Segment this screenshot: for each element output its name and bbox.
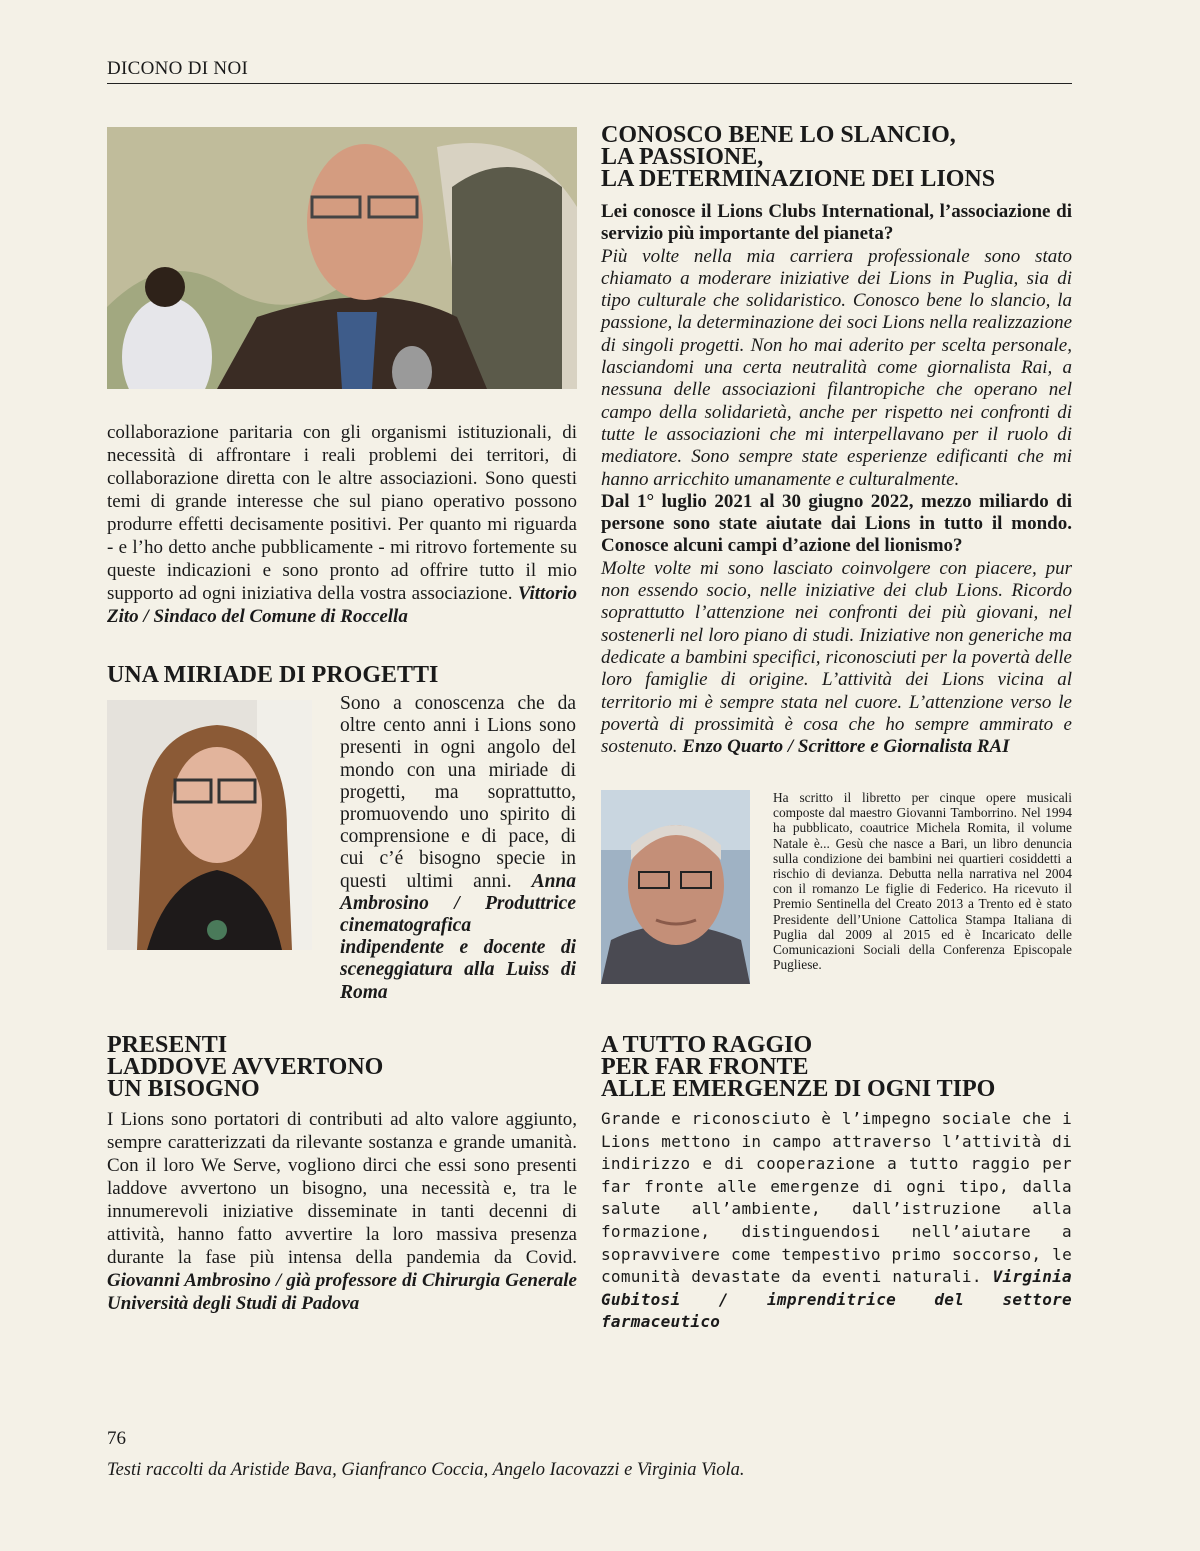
anna-text: Sono a conoscenza che da oltre cento anni i Lions sono presenti in ogni angolo del mondo con una miriade di progetti, ma soprattutto, promuovendo uno spirito di comprensione e di pace, di cui c’é bisogno specie in questi ultimi anni. [340, 693, 576, 892]
section-title-miriade: UNA MIRIADE DI PROGETTI [107, 662, 439, 688]
giovanni-signature: Giovanni Ambrosino / già professore di Chirurgia Generale Università degli Studi di Padova [107, 1270, 577, 1314]
header-rule [107, 83, 1072, 84]
quarto-bio: Ha scritto il libretto per cinque opere musicali composte dal maestro Giovanni Tamborrino. Nel 1994 ha pubblicato, coautrice Michela Romita, il volume Natale è... Gesù che nasce a Bari, un libro denuncia sulla condizione dei bambini nei quartieri cosiddetti a rischio di devianza. Debutta nella narrativa nel 2004 con il romanzo Le figlie di Federico. Ha ricevuto il Premio Sentinella del Creato 2013 a Trento ed è stato Presidente dell’Unione Cattolica Stampa Italiana di Puglia dal 2009 al 2015 ed è Incaricato delle Comunicazioni Sociali della Conferenza Episcopale Pugliese. [773, 790, 1072, 973]
title-line: LA DETERMINAZIONE DEI LIONS [601, 166, 996, 192]
zito-text: collaborazione paritaria con gli organismi istituzionali, di necessità di affrontare i reali problemi dei territori, di collaborazione diretta con le altre associazioni. Sono questi temi di grande interesse che sul piano operativo possono produrre effetti decisamente positivi. Per quanto mi riguarda - e l’ho detto anche pubblicamente - mi ritrovo fortemente su queste indicazioni e sono pronto ad offrire tutto il mio supporto ad ogni iniziativa della vostra associazione. [107, 422, 577, 604]
title-line: UN BISOGNO [107, 1076, 260, 1102]
photo-anna-ambrosino [107, 700, 312, 950]
title-line: ALLE EMERGENZE DI OGNI TIPO [601, 1076, 996, 1102]
quarto-signature: Enzo Quarto / Scrittore e Giornalista RAI [682, 736, 1010, 758]
running-head: DICONO DI NOI [107, 58, 249, 79]
anna-signature: Anna Ambrosino / Produttrice cinematografica indipendente e docente di sceneggiatura alla Luiss di Roma [340, 870, 577, 1003]
quarto-interview [601, 201, 1072, 758]
question-1: Lei conosce il Lions Clubs International, l’associazione di servizio più importante del pianeta? [601, 201, 1072, 245]
anna-quote [340, 693, 576, 1004]
gubitosi-signature: Virginia Gubitosi / imprenditrice del settore farmaceutico [601, 1267, 1072, 1332]
section-title-presenti [107, 1034, 383, 1100]
photo-vittorio-zito [107, 127, 577, 389]
photo-enzo-quarto [601, 790, 750, 984]
title-line: PER FAR FRONTE [601, 1054, 809, 1080]
page-number: 76 [107, 1428, 126, 1449]
gubitosi-quote [601, 1108, 1072, 1334]
section-title-conosco [601, 124, 995, 190]
answer-1: Più volte nella mia carriera professionale sono stato chiamato a moderare iniziative dei Lions in Puglia, sia di tipo culturale che solidaristico. Conosco bene lo slancio, la passione, la determinazione dei soci Lions nella realizzazione di singoli progetti. Non ho mai aderito per scelta personale, lasciandomi una certa neutralità come giornalista Rai, a nessuna delle associazioni filantropiche che operano nel campo della solidarietà, anche per rispetto nei confronti di tutte le associazioni che mi interpellavano per il ruolo di mediatore. Sono sempre state esperienze edificanti che mi hanno arricchito umanamente e culturalmente. [601, 245, 1072, 490]
title-line: LA PASSIONE, [601, 144, 764, 170]
title-line: CONOSCO BENE LO SLANCIO, [601, 122, 956, 148]
credits-line: Testi raccolti da Aristide Bava, Gianfranco Coccia, Angelo Iacovazzi e Virginia Viola. [107, 1460, 745, 1480]
answer-2-text: Molte volte mi sono lasciato coinvolgere con piacere, pur non essendo socio, nelle iniziative dei club Lions. Ricordo soprattutto l’attenzione nei confronti dei più giovani, nel sostenerli nel loro piano di studi. Iniziative non generiche ma dedicate a bambini specifici, riconosciuti per la povertà delle loro famiglie di origine. L’attività dei Lions vicina al territorio mi è sempre stata nel cuore. L’attenzione verso le povertà di prossimità è cosa che ho sempre ammirato e sostenuto. [601, 557, 1072, 758]
giovanni-text: I Lions sono portatori di contributi ad alto valore aggiunto, sempre caratterizzati da rilevante sostanza e grande umanità. Con il loro We Serve, vogliono dirci che essi sono presenti laddove avvertono un bisogno, una necessità e, tra le innumerevoli iniziative disseminate in tanti decenni di attività, hanno fatto avvertire la loro massiva presenza durante la fase più intensa della pandemia da Covid. [107, 1109, 577, 1268]
title-line: A TUTTO RAGGIO [601, 1032, 813, 1058]
gubitosi-text: Grande e riconosciuto è l’impegno sociale che i Lions mettono in campo attraverso l’attività di indirizzo e di cooperazione a tutto raggio per far fronte alle emergenze di ogni tipo, dalla salute all’ambiente, dall’istruzione alla formazione, distinguendosi nell’aiutare a sopravvivere come tempestivo primo soccorso, le comunità devastate da eventi naturali. [601, 1109, 1072, 1287]
zito-quote [107, 421, 577, 628]
title-line: PRESENTI [107, 1032, 228, 1058]
title-line: LADDOVE AVVERTONO [107, 1054, 384, 1080]
answer-2 [601, 558, 1072, 759]
giovanni-quote [107, 1108, 577, 1315]
zito-signature: Vittorio Zito / Sindaco del Comune di Roccella [107, 583, 577, 627]
question-2: Dal 1° luglio 2021 al 30 giugno 2022, mezzo miliardo di persone sono state aiutate dai Lions in tutto il mondo. Conosce alcuni campi d’azione del lionismo? [601, 490, 1072, 557]
section-title-raggio [601, 1034, 995, 1100]
